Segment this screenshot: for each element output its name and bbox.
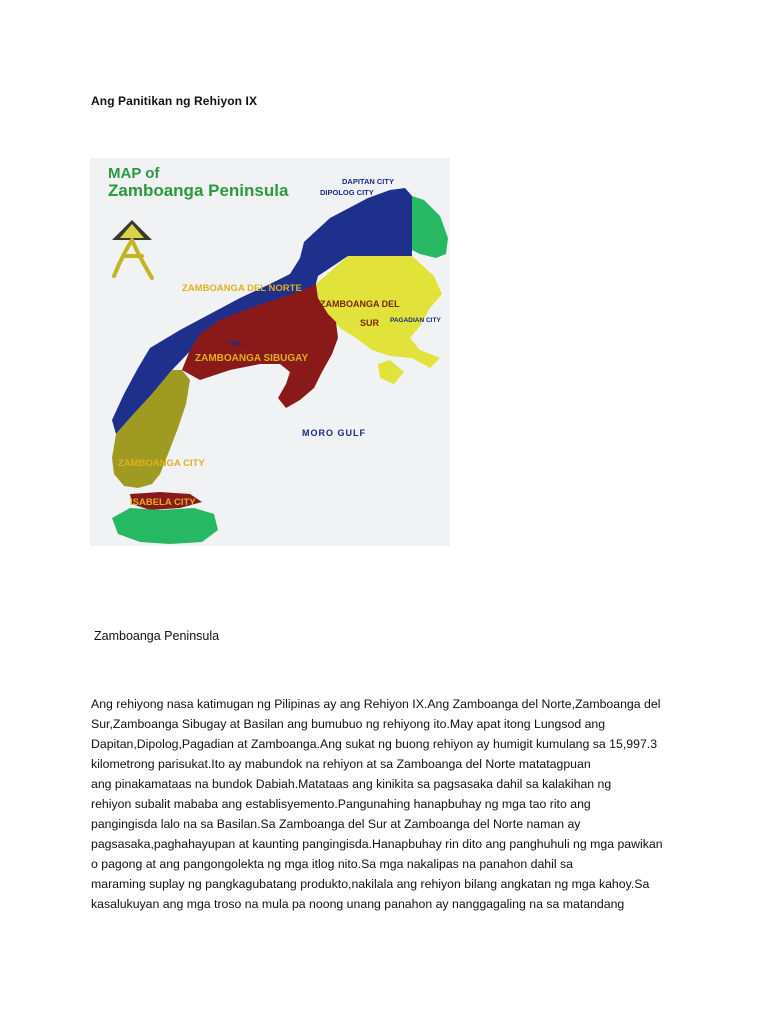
label-zamboanga-city: ZAMBOANGA CITY bbox=[118, 458, 205, 469]
label-pagadian-city: PAGADIAN CITY bbox=[390, 317, 441, 324]
label-dipolog-city: DIPOLOG CITY bbox=[320, 188, 374, 197]
paragraph-line: Sur,Zamboanga Sibugay at Basilan ang bumubuo ng rehiyong ito.May apat itong Lungsod ang bbox=[91, 717, 606, 731]
body-paragraph bbox=[91, 694, 681, 914]
paragraph-line: kilometrong parisukat.Ito ay mabundok na rehiyon at sa Zamboanga del Norte matatagpuan bbox=[91, 757, 591, 771]
label-zamboanga-del-sur-line1: ZAMBOANGA DEL bbox=[320, 299, 400, 309]
paragraph-line: pagsasaka,paghahayupan at kaunting pangingisda.Hanapbuhay rin dito ang panghuhuli ng mga pawikan bbox=[91, 837, 663, 851]
label-moro-gulf: MORO GULF bbox=[302, 428, 366, 438]
map-heading-line1: MAP of bbox=[108, 165, 160, 182]
label-ipil: IPIL bbox=[230, 341, 243, 348]
paragraph-line: maraming suplay ng pangkagubatang produkto,nakilala ang rehiyon bilang angkatan ng mga kahoy.Sa bbox=[91, 877, 650, 891]
section-heading: Zamboanga Peninsula bbox=[94, 629, 220, 643]
paragraph-line: rehiyon subalit mababa ang establisyemento.Pangunahing hanapbuhay ng mga tao rito ang bbox=[91, 797, 591, 811]
paragraph-line: Ang rehiyong nasa katimugan ng Pilipinas ay ang Rehiyon IX.Ang Zamboanga del Norte,Zamboanga del bbox=[91, 697, 661, 711]
paragraph-line: ang pinakamataas na bundok Dabiah.Matataas ang kinikita sa pagsasaka dahil sa kalakihan ng bbox=[91, 777, 612, 791]
label-isabela-city: ISABELA CITY bbox=[130, 497, 196, 508]
paragraph-line: kasalukuyan ang mga troso na mula pa noong unang panahon ay nanggagaling na sa matandang bbox=[91, 897, 625, 911]
label-dapitan-city: DAPITAN CITY bbox=[342, 177, 394, 186]
label-zamboanga-del-sur-line2: SUR bbox=[360, 318, 380, 328]
zamboanga-peninsula-map bbox=[90, 158, 450, 546]
paragraph-line: pangingisda lalo na sa Basilan.Sa Zamboanga del Sur at Zamboanga del Norte naman ay bbox=[91, 817, 581, 831]
paragraph-line: o pagong at ang pangongolekta ng mga itlog nito.Sa mga nakalipas na panahon dahil sa bbox=[91, 857, 573, 871]
label-zamboanga-sibugay: ZAMBOANGA SIBUGAY bbox=[195, 353, 309, 364]
label-zamboanga-del-norte: ZAMBOANGA DEL NORTE bbox=[182, 283, 302, 294]
map-heading-line2: Zamboanga Peninsula bbox=[108, 181, 289, 200]
document-title: Ang Panitikan ng Rehiyon IX bbox=[91, 94, 258, 108]
paragraph-line: Dapitan,Dipolog,Pagadian at Zamboanga.Ang sukat ng buong rehiyon ay humigit kumulang sa 15,997.3 bbox=[91, 737, 658, 751]
